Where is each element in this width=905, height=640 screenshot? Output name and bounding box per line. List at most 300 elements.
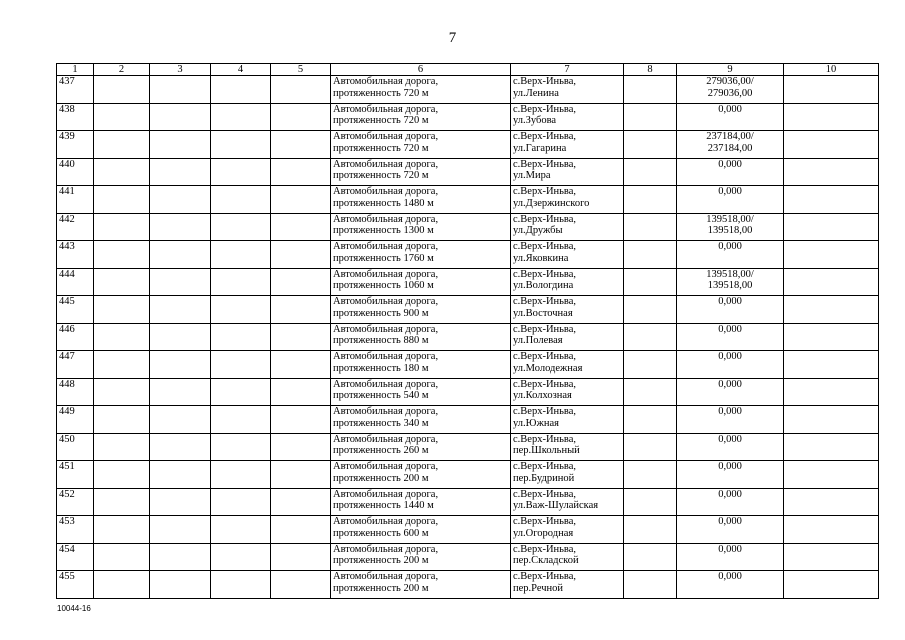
table-row bbox=[57, 268, 879, 296]
value-line-1: 0,000 bbox=[718, 103, 742, 115]
table-row bbox=[57, 461, 879, 489]
empty-cell-col2 bbox=[94, 406, 150, 434]
object-length-line: протяженность 180 м bbox=[333, 362, 429, 374]
object-name-cell bbox=[331, 76, 511, 104]
empty-cell-col10 bbox=[784, 378, 879, 406]
object-name-line: Автомобильная дорога, bbox=[333, 406, 439, 417]
row-number: 453 bbox=[59, 516, 75, 527]
row-number: 454 bbox=[59, 543, 75, 555]
object-length-line: протяженность 600 м bbox=[333, 527, 429, 539]
object-name-line: Автомобильная дорога, bbox=[333, 268, 439, 280]
row-number: 455 bbox=[59, 571, 75, 582]
value-cell bbox=[677, 296, 784, 324]
object-length-line: протяженность 720 м bbox=[333, 115, 429, 126]
row-number-cell bbox=[57, 378, 94, 406]
address-street: ул.Дзержинского bbox=[513, 197, 590, 209]
row-number-cell bbox=[57, 131, 94, 159]
empty-cell-col3 bbox=[150, 131, 211, 159]
address-street: ул.Полевая bbox=[513, 335, 563, 346]
empty-cell-col8 bbox=[624, 406, 677, 434]
empty-cell-col3 bbox=[150, 543, 211, 571]
empty-cell-col4 bbox=[211, 131, 271, 159]
value-line-2: 139518,00 bbox=[707, 225, 753, 236]
object-name-cell bbox=[331, 461, 511, 489]
table-row bbox=[57, 516, 879, 544]
address-settlement: с.Верх-Иньва, bbox=[513, 158, 577, 170]
value-cell bbox=[677, 351, 784, 379]
object-name-cell bbox=[331, 213, 511, 241]
row-number-cell bbox=[57, 213, 94, 241]
row-number: 444 bbox=[59, 268, 75, 280]
empty-cell-col8 bbox=[624, 103, 677, 131]
address-cell bbox=[511, 323, 624, 351]
empty-cell-col10 bbox=[784, 543, 879, 571]
row-number-cell bbox=[57, 351, 94, 379]
object-length-line: протяженность 1480 м bbox=[333, 197, 434, 209]
empty-cell-col3 bbox=[150, 323, 211, 351]
table-row bbox=[57, 186, 879, 214]
address-settlement: с.Верх-Иньва, bbox=[513, 488, 577, 500]
address-settlement: с.Верх-Иньва, bbox=[513, 378, 577, 390]
empty-cell-col10 bbox=[784, 488, 879, 516]
empty-cell-col2 bbox=[94, 268, 150, 296]
address-cell bbox=[511, 241, 624, 269]
value-line-1: 0,000 bbox=[718, 296, 742, 307]
empty-cell-col2 bbox=[94, 186, 150, 214]
table-row bbox=[57, 406, 879, 434]
value-line-1: 0,000 bbox=[718, 516, 742, 527]
object-length-line: протяженность 200 м bbox=[333, 582, 429, 594]
empty-cell-col4 bbox=[211, 378, 271, 406]
row-number: 452 bbox=[59, 488, 75, 500]
row-number: 438 bbox=[59, 103, 75, 115]
table-row bbox=[57, 296, 879, 324]
object-length-line: протяженность 720 м bbox=[333, 87, 429, 99]
row-number-cell bbox=[57, 323, 94, 351]
column-header-7: 7 bbox=[511, 64, 624, 76]
address-cell bbox=[511, 296, 624, 324]
object-name-line: Автомобильная дорога, bbox=[333, 76, 439, 87]
object-length-line: протяженность 200 м bbox=[333, 472, 429, 484]
object-name-line: Автомобильная дорога, bbox=[333, 158, 439, 170]
empty-cell-col3 bbox=[150, 103, 211, 131]
object-length-line: протяженность 1060 м bbox=[333, 280, 434, 291]
value-cell bbox=[677, 76, 784, 104]
address-street: пер.Складской bbox=[513, 555, 579, 566]
empty-cell-col4 bbox=[211, 213, 271, 241]
table-row bbox=[57, 213, 879, 241]
empty-cell-col4 bbox=[211, 76, 271, 104]
address-settlement: с.Верх-Иньва, bbox=[513, 186, 577, 197]
empty-cell-col5 bbox=[271, 323, 331, 351]
empty-cell-col5 bbox=[271, 213, 331, 241]
address-settlement: с.Верх-Иньва, bbox=[513, 516, 577, 527]
address-settlement: с.Верх-Иньва, bbox=[513, 351, 577, 362]
address-settlement: с.Верх-Иньва, bbox=[513, 296, 577, 307]
column-header-5: 5 bbox=[271, 64, 331, 76]
empty-cell-col5 bbox=[271, 488, 331, 516]
object-name-line: Автомобильная дорога, bbox=[333, 241, 439, 252]
value-line-2: 139518,00 bbox=[707, 280, 753, 291]
empty-cell-col8 bbox=[624, 158, 677, 186]
empty-cell-col4 bbox=[211, 516, 271, 544]
page-number: 7 bbox=[448, 30, 457, 46]
empty-cell-col3 bbox=[150, 351, 211, 379]
column-header-9: 9 bbox=[677, 64, 784, 76]
address-settlement: с.Верх-Иньва, bbox=[513, 543, 577, 555]
column-header-3: 3 bbox=[150, 64, 211, 76]
empty-cell-col3 bbox=[150, 378, 211, 406]
empty-cell-col3 bbox=[150, 158, 211, 186]
address-street: ул.Дружбы bbox=[513, 225, 563, 236]
object-length-line: протяженность 260 м bbox=[333, 445, 429, 456]
object-name-line: Автомобильная дорога, bbox=[333, 433, 439, 445]
empty-cell-col8 bbox=[624, 433, 677, 461]
address-settlement: с.Верх-Иньва, bbox=[513, 131, 577, 142]
empty-cell-col8 bbox=[624, 543, 677, 571]
empty-cell-col4 bbox=[211, 186, 271, 214]
value-line-1: 0,000 bbox=[718, 571, 742, 582]
row-number-cell bbox=[57, 516, 94, 544]
property-register-table bbox=[56, 63, 879, 599]
table-row bbox=[57, 76, 879, 104]
row-number: 450 bbox=[59, 433, 75, 445]
address-cell bbox=[511, 461, 624, 489]
empty-cell-col4 bbox=[211, 571, 271, 599]
empty-cell-col2 bbox=[94, 241, 150, 269]
empty-cell-col4 bbox=[211, 296, 271, 324]
empty-cell-col5 bbox=[271, 433, 331, 461]
value-cell bbox=[677, 461, 784, 489]
empty-cell-col10 bbox=[784, 571, 879, 599]
table-row bbox=[57, 378, 879, 406]
empty-cell-col4 bbox=[211, 433, 271, 461]
object-name-cell bbox=[331, 268, 511, 296]
value-line-1: 139518,00/ bbox=[706, 213, 754, 225]
empty-cell-col8 bbox=[624, 516, 677, 544]
column-header-8: 8 bbox=[624, 64, 677, 76]
empty-cell-col5 bbox=[271, 158, 331, 186]
table-body bbox=[57, 76, 879, 599]
row-number-cell bbox=[57, 268, 94, 296]
empty-cell-col3 bbox=[150, 433, 211, 461]
address-cell bbox=[511, 158, 624, 186]
empty-cell-col4 bbox=[211, 406, 271, 434]
object-length-line: протяженность 1440 м bbox=[333, 500, 434, 511]
empty-cell-col8 bbox=[624, 131, 677, 159]
row-number-cell bbox=[57, 296, 94, 324]
empty-cell-col5 bbox=[271, 241, 331, 269]
empty-cell-col2 bbox=[94, 378, 150, 406]
value-cell bbox=[677, 378, 784, 406]
object-name-line: Автомобильная дорога, bbox=[333, 323, 439, 335]
empty-cell-col8 bbox=[624, 76, 677, 104]
empty-cell-col3 bbox=[150, 76, 211, 104]
value-cell bbox=[677, 323, 784, 351]
address-street: ул.Молодежная bbox=[513, 362, 583, 374]
empty-cell-col8 bbox=[624, 268, 677, 296]
object-length-line: протяженность 340 м bbox=[333, 417, 429, 429]
value-cell bbox=[677, 213, 784, 241]
table-row bbox=[57, 351, 879, 379]
row-number-cell bbox=[57, 571, 94, 599]
object-name-line: Автомобильная дорога, bbox=[333, 461, 439, 472]
value-cell bbox=[677, 433, 784, 461]
empty-cell-col8 bbox=[624, 351, 677, 379]
address-settlement: с.Верх-Иньва, bbox=[513, 241, 577, 252]
address-cell bbox=[511, 406, 624, 434]
empty-cell-col3 bbox=[150, 213, 211, 241]
row-number: 446 bbox=[59, 323, 75, 335]
empty-cell-col10 bbox=[784, 433, 879, 461]
object-name-line: Автомобильная дорога, bbox=[333, 186, 439, 197]
empty-cell-col10 bbox=[784, 213, 879, 241]
row-number: 448 bbox=[59, 378, 75, 390]
address-cell bbox=[511, 103, 624, 131]
empty-cell-col8 bbox=[624, 241, 677, 269]
address-cell bbox=[511, 186, 624, 214]
row-number-cell bbox=[57, 543, 94, 571]
empty-cell-col4 bbox=[211, 103, 271, 131]
value-line-1: 0,000 bbox=[718, 378, 742, 390]
document-code: 10044-16 bbox=[57, 604, 91, 613]
empty-cell-col2 bbox=[94, 461, 150, 489]
object-name-line: Автомобильная дорога, bbox=[333, 103, 439, 115]
empty-cell-col5 bbox=[271, 406, 331, 434]
empty-cell-col5 bbox=[271, 571, 331, 599]
value-cell bbox=[677, 516, 784, 544]
object-length-line: протяженность 720 м bbox=[333, 170, 429, 181]
row-number: 442 bbox=[59, 213, 75, 225]
row-number-cell bbox=[57, 241, 94, 269]
address-cell bbox=[511, 571, 624, 599]
empty-cell-col10 bbox=[784, 296, 879, 324]
object-name-cell bbox=[331, 158, 511, 186]
object-name-cell bbox=[331, 543, 511, 571]
object-name-cell bbox=[331, 516, 511, 544]
empty-cell-col5 bbox=[271, 76, 331, 104]
object-name-cell bbox=[331, 186, 511, 214]
address-settlement: с.Верх-Иньва, bbox=[513, 433, 577, 445]
empty-cell-col3 bbox=[150, 241, 211, 269]
empty-cell-col2 bbox=[94, 296, 150, 324]
empty-cell-col3 bbox=[150, 296, 211, 324]
header-row bbox=[57, 64, 879, 76]
empty-cell-col8 bbox=[624, 571, 677, 599]
address-street: ул.Гагарина bbox=[513, 142, 567, 154]
address-settlement: с.Верх-Иньва, bbox=[513, 323, 577, 335]
object-length-line: протяженность 880 м bbox=[333, 335, 429, 346]
empty-cell-col2 bbox=[94, 103, 150, 131]
address-street: ул.Колхозная bbox=[513, 390, 572, 401]
address-street: ул.Огородная bbox=[513, 527, 574, 539]
empty-cell-col2 bbox=[94, 543, 150, 571]
object-name-cell bbox=[331, 571, 511, 599]
empty-cell-col5 bbox=[271, 378, 331, 406]
empty-cell-col3 bbox=[150, 186, 211, 214]
table-row bbox=[57, 433, 879, 461]
empty-cell-col10 bbox=[784, 323, 879, 351]
address-settlement: с.Верх-Иньва, bbox=[513, 213, 577, 225]
address-street: пер.Школьный bbox=[513, 445, 580, 456]
empty-cell-col5 bbox=[271, 268, 331, 296]
value-cell bbox=[677, 158, 784, 186]
address-cell bbox=[511, 76, 624, 104]
empty-cell-col4 bbox=[211, 241, 271, 269]
row-number: 441 bbox=[59, 186, 75, 197]
object-length-line: протяженность 200 м bbox=[333, 555, 429, 566]
empty-cell-col5 bbox=[271, 543, 331, 571]
object-name-line: Автомобильная дорога, bbox=[333, 378, 439, 390]
column-header-4: 4 bbox=[211, 64, 271, 76]
empty-cell-col8 bbox=[624, 213, 677, 241]
empty-cell-col5 bbox=[271, 103, 331, 131]
empty-cell-col4 bbox=[211, 323, 271, 351]
address-settlement: с.Верх-Иньва, bbox=[513, 406, 577, 417]
row-number-cell bbox=[57, 488, 94, 516]
empty-cell-col4 bbox=[211, 158, 271, 186]
table-row bbox=[57, 103, 879, 131]
empty-cell-col3 bbox=[150, 461, 211, 489]
value-line-2: 279036,00 bbox=[707, 87, 753, 99]
value-line-1: 0,000 bbox=[718, 323, 742, 335]
value-line-1: 0,000 bbox=[718, 158, 742, 170]
column-header-6: 6 bbox=[331, 64, 511, 76]
value-cell bbox=[677, 268, 784, 296]
table-row bbox=[57, 543, 879, 571]
empty-cell-col5 bbox=[271, 351, 331, 379]
empty-cell-col10 bbox=[784, 76, 879, 104]
empty-cell-col8 bbox=[624, 186, 677, 214]
object-length-line: протяженность 900 м bbox=[333, 307, 429, 319]
row-number-cell bbox=[57, 406, 94, 434]
empty-cell-col5 bbox=[271, 461, 331, 489]
empty-cell-col4 bbox=[211, 268, 271, 296]
address-cell bbox=[511, 488, 624, 516]
address-street: пер.Будриной bbox=[513, 472, 575, 484]
address-street: ул.Яковкина bbox=[513, 252, 569, 264]
empty-cell-col2 bbox=[94, 158, 150, 186]
value-line-1: 139518,00/ bbox=[706, 268, 754, 280]
empty-cell-col5 bbox=[271, 296, 331, 324]
object-name-line: Автомобильная дорога, bbox=[333, 543, 439, 555]
empty-cell-col5 bbox=[271, 516, 331, 544]
value-cell bbox=[677, 186, 784, 214]
row-number: 451 bbox=[59, 461, 75, 472]
table-row bbox=[57, 158, 879, 186]
address-cell bbox=[511, 213, 624, 241]
value-line-1: 0,000 bbox=[718, 433, 742, 445]
row-number-cell bbox=[57, 433, 94, 461]
empty-cell-col2 bbox=[94, 516, 150, 544]
address-settlement: с.Верх-Иньва, bbox=[513, 461, 577, 472]
empty-cell-col8 bbox=[624, 378, 677, 406]
row-number: 445 bbox=[59, 296, 75, 307]
empty-cell-col8 bbox=[624, 488, 677, 516]
empty-cell-col4 bbox=[211, 461, 271, 489]
empty-cell-col2 bbox=[94, 351, 150, 379]
address-cell bbox=[511, 433, 624, 461]
object-name-line: Автомобильная дорога, bbox=[333, 571, 439, 582]
address-street: ул.Ленина bbox=[513, 87, 559, 99]
empty-cell-col2 bbox=[94, 323, 150, 351]
row-number-cell bbox=[57, 103, 94, 131]
object-length-line: протяженность 1760 м bbox=[333, 252, 434, 264]
object-name-cell bbox=[331, 131, 511, 159]
address-cell bbox=[511, 543, 624, 571]
object-name-cell bbox=[331, 103, 511, 131]
object-name-line: Автомобильная дорога, bbox=[333, 296, 439, 307]
empty-cell-col4 bbox=[211, 488, 271, 516]
address-settlement: с.Верх-Иньва, bbox=[513, 76, 577, 87]
address-settlement: с.Верх-Иньва, bbox=[513, 103, 577, 115]
empty-cell-col8 bbox=[624, 323, 677, 351]
value-line-1: 237184,00/ bbox=[706, 131, 754, 142]
empty-cell-col10 bbox=[784, 461, 879, 489]
address-cell bbox=[511, 351, 624, 379]
value-cell bbox=[677, 488, 784, 516]
empty-cell-col10 bbox=[784, 103, 879, 131]
address-cell bbox=[511, 378, 624, 406]
row-number-cell bbox=[57, 158, 94, 186]
row-number: 440 bbox=[59, 158, 75, 170]
object-name-line: Автомобильная дорога, bbox=[333, 213, 439, 225]
value-line-1: 0,000 bbox=[718, 461, 742, 472]
empty-cell-col8 bbox=[624, 461, 677, 489]
empty-cell-col10 bbox=[784, 406, 879, 434]
object-name-cell bbox=[331, 323, 511, 351]
table-row bbox=[57, 488, 879, 516]
column-header-1: 1 bbox=[57, 64, 94, 76]
value-line-1: 0,000 bbox=[718, 543, 742, 555]
object-name-cell bbox=[331, 241, 511, 269]
object-name-line: Автомобильная дорога, bbox=[333, 131, 439, 142]
value-line-1: 0,000 bbox=[718, 241, 742, 252]
object-name-cell bbox=[331, 406, 511, 434]
row-number-cell bbox=[57, 76, 94, 104]
empty-cell-col2 bbox=[94, 488, 150, 516]
object-name-cell bbox=[331, 296, 511, 324]
table-row bbox=[57, 323, 879, 351]
empty-cell-col10 bbox=[784, 268, 879, 296]
object-name-cell bbox=[331, 433, 511, 461]
value-line-1: 0,000 bbox=[718, 406, 742, 417]
empty-cell-col5 bbox=[271, 186, 331, 214]
object-length-line: протяженность 1300 м bbox=[333, 225, 434, 236]
row-number: 439 bbox=[59, 131, 75, 142]
object-name-cell bbox=[331, 351, 511, 379]
empty-cell-col3 bbox=[150, 268, 211, 296]
column-header-10: 10 bbox=[784, 64, 879, 76]
empty-cell-col8 bbox=[624, 296, 677, 324]
address-street: ул.Важ-Шулайская bbox=[513, 500, 599, 511]
empty-cell-col5 bbox=[271, 131, 331, 159]
row-number-cell bbox=[57, 186, 94, 214]
address-street: ул.Зубова bbox=[513, 115, 557, 126]
empty-cell-col2 bbox=[94, 433, 150, 461]
empty-cell-col2 bbox=[94, 131, 150, 159]
empty-cell-col2 bbox=[94, 571, 150, 599]
value-cell bbox=[677, 131, 784, 159]
object-length-line: протяженность 540 м bbox=[333, 390, 429, 401]
value-line-1: 0,000 bbox=[718, 351, 742, 362]
object-name-cell bbox=[331, 378, 511, 406]
table-row bbox=[57, 131, 879, 159]
table-header bbox=[57, 64, 879, 76]
value-cell bbox=[677, 571, 784, 599]
empty-cell-col10 bbox=[784, 131, 879, 159]
value-cell bbox=[677, 406, 784, 434]
